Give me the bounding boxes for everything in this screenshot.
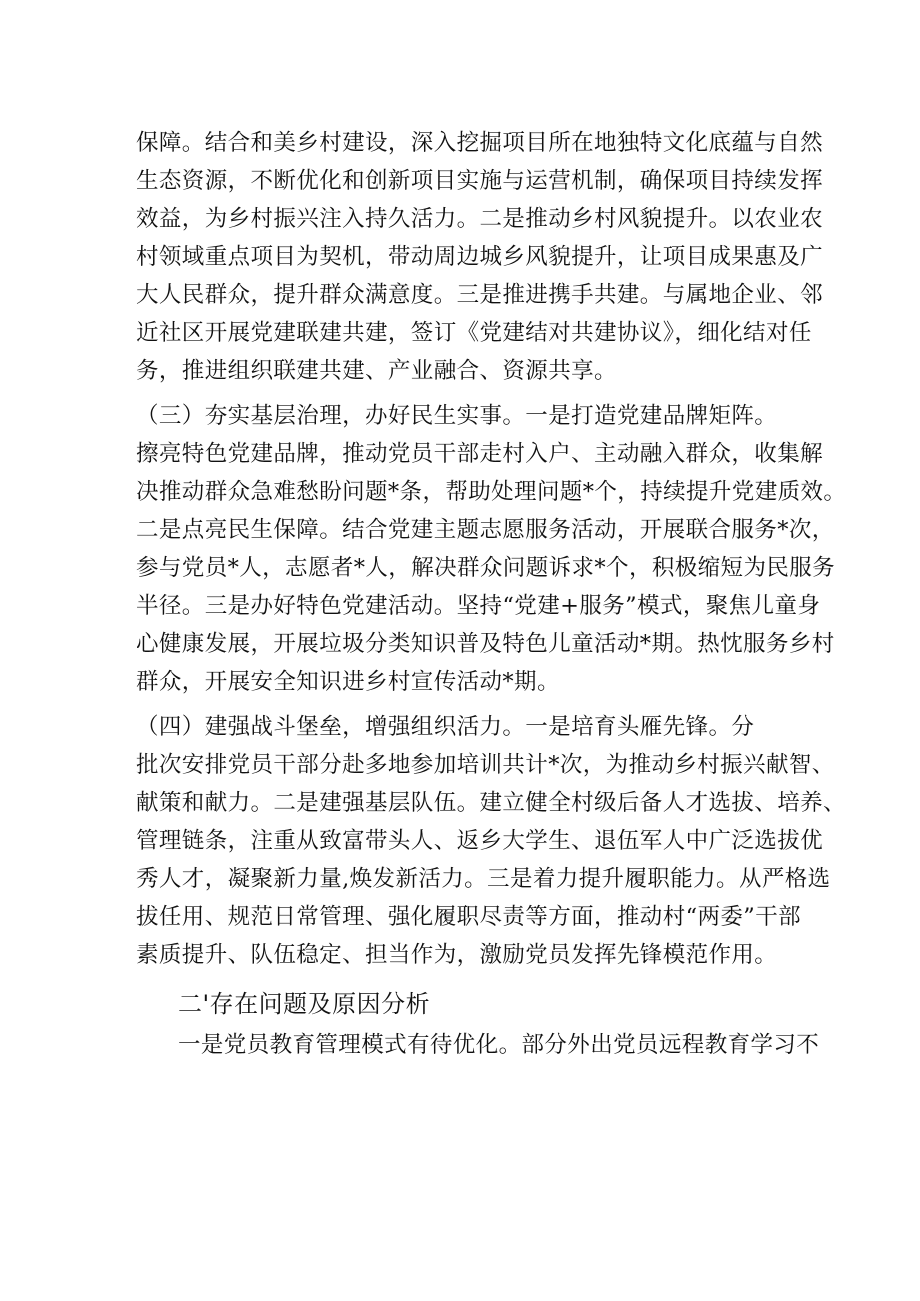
paragraph-line: 保障。结合和美乡村建设，深入挖掘项目所在地独特文化底蕴与自然	[136, 130, 824, 156]
paragraph-line: 心健康发展，开展垃圾分类知识普及特色儿童活动*期。热忱服务乡村	[136, 631, 835, 657]
paragraph-line: 群众，开展安全知识进乡村宣传活动*期。	[136, 669, 560, 695]
paragraph-line: 一是党员教育管理模式有待优化。部分外出党员远程教育学习不	[178, 1032, 820, 1058]
paragraph-line: 秀人才，凝聚新力量,焕发新活力。三是着力提升履职能力。从严格选	[136, 866, 831, 892]
paragraph-line: 决推动群众急难愁盼问题*条，帮助处理问题*个，持续提升党建质效。	[136, 479, 847, 505]
paragraph-line: 务，推进组织联建共建、产业融合、资源共享。	[136, 358, 617, 384]
paragraph-line: 二是点亮民生保障。结合党建主题志愿服务活动，开展联合服务*次，	[136, 517, 835, 543]
section-heading: 二'存在问题及原因分析	[178, 990, 431, 1018]
paragraph-line: （四）建强战斗堡垒，增强组织活力。一是培育头雁先锋。分	[136, 714, 755, 740]
paragraph-line: 半径。三是办好特色党建活动。坚持“党建+服务”模式，聚焦儿童身	[136, 593, 821, 619]
paragraph-line: 参与党员*人，志愿者*人，解决群众问题诉求*个，积极缩短为民服务	[136, 555, 836, 581]
paragraph-line: 献策和献力。二是建强基层队伍。建立健全村级后备人才选拔、培养、	[136, 790, 846, 816]
paragraph-line: 管理链条，注重从致富带头人、返乡大学生、退伍军人中广泛选拔优	[136, 828, 824, 854]
paragraph-line: 素质提升、队伍稳定、担当作为，激励党员发挥先锋模范作用。	[136, 942, 778, 968]
paragraph-line: 村领域重点项目为契机，带动周边城乡风貌提升，让项目成果惠及广	[136, 244, 824, 270]
paragraph-line: 生态资源，不断优化和创新项目实施与运营机制，确保项目持续发挥	[136, 168, 824, 194]
paragraph-line: 大人民群众，提升群众满意度。三是推进携手共建。与属地企业、邻	[136, 282, 824, 308]
paragraph-line: 近社区开展党建联建共建，签订《党建结对共建协议》，细化结对任	[136, 320, 812, 346]
paragraph-line: 拔任用、规范日常管理、强化履职尽责等方面，推动村“两委”干部	[136, 904, 802, 930]
paragraph-line: （三）夯实基层治理，办好民生实事。一是打造党建品牌矩阵。	[136, 403, 778, 429]
paragraph-line: 批次安排党员干部分赴多地参加培训共计*次，为推动乡村振兴献智、	[136, 752, 835, 778]
paragraph-line: 擦亮特色党建品牌，推动党员干部走村入户、主动融入群众，收集解	[136, 441, 824, 467]
paragraph-line: 效益，为乡村振兴注入持久活力。二是推动乡村风貌提升。以农业农	[136, 206, 824, 232]
